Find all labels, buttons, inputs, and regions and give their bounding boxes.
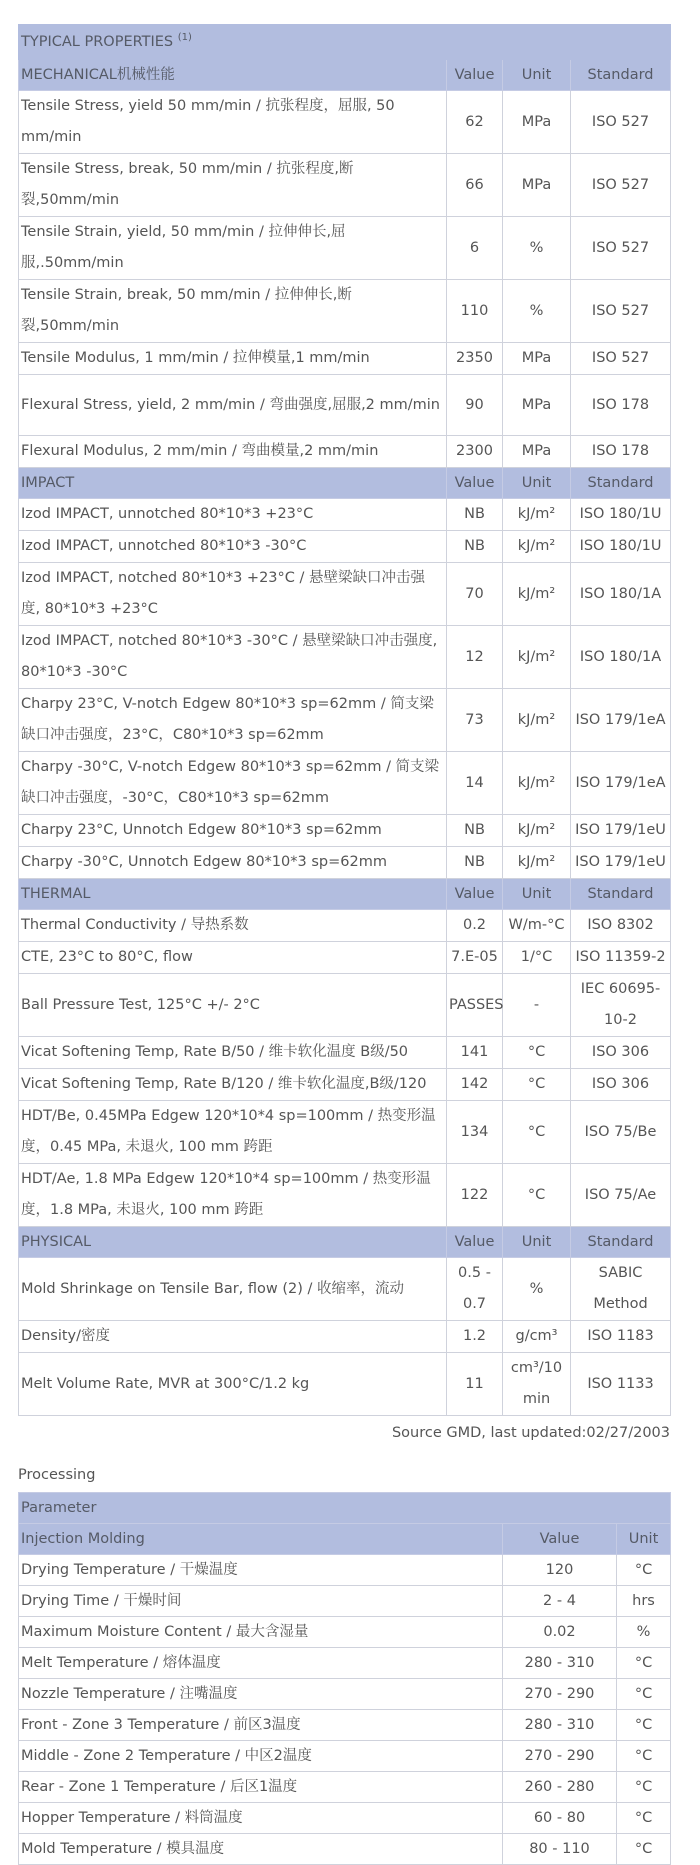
property-value: NB <box>447 531 503 563</box>
property-value: 141 <box>447 1037 503 1069</box>
property-row <box>19 343 671 375</box>
property-unit: °C <box>503 1101 571 1164</box>
property-unit: °C <box>503 1069 571 1101</box>
property-unit: 1/°C <box>503 942 571 974</box>
property-row <box>19 154 671 217</box>
properties-title-footnote: (1) <box>177 32 192 44</box>
processing-value: 0.02 <box>503 1617 617 1648</box>
property-unit: kJ/m² <box>503 626 571 689</box>
property-unit: g/cm³ <box>503 1321 571 1353</box>
processing-row <box>19 1586 671 1617</box>
section-name: IMPACT <box>19 468 447 499</box>
property-unit: MPa <box>503 343 571 375</box>
property-standard: ISO 179/1eU <box>571 847 671 879</box>
processing-param: Hopper Temperature / 料筒温度 <box>19 1803 503 1834</box>
property-name: Izod IMPACT, unnotched 80*10*3 +23°C <box>19 499 447 531</box>
processing-row <box>19 1803 671 1834</box>
processing-param: Front - Zone 3 Temperature / 前区3温度 <box>19 1710 503 1741</box>
section-header-row <box>19 468 671 499</box>
property-standard: ISO 527 <box>571 91 671 154</box>
col-unit: Unit <box>503 468 571 499</box>
property-row <box>19 531 671 563</box>
property-unit: kJ/m² <box>503 752 571 815</box>
processing-section-name: Injection Molding <box>19 1524 503 1555</box>
processing-row <box>19 1679 671 1710</box>
property-row <box>19 280 671 343</box>
property-row <box>19 942 671 974</box>
property-row <box>19 499 671 531</box>
processing-table <box>18 1492 671 1865</box>
property-value: 73 <box>447 689 503 752</box>
processing-row <box>19 1834 671 1865</box>
property-name: Charpy 23°C, Unnotch Edgew 80*10*3 sp=62mm <box>19 815 447 847</box>
property-name: Tensile Modulus, 1 mm/min / 拉伸模量,1 mm/min <box>19 343 447 375</box>
property-row <box>19 1164 671 1227</box>
col-standard: Standard <box>571 468 671 499</box>
property-name: Flexural Modulus, 2 mm/min / 弯曲模量,2 mm/min <box>19 436 447 468</box>
property-name: Charpy -30°C, V-notch Edgew 80*10*3 sp=62mm / 简支梁缺口冲击强度，-30°C，C80*10*3 sp=62mm <box>19 752 447 815</box>
col-unit: Unit <box>503 879 571 910</box>
property-value: 110 <box>447 280 503 343</box>
processing-param: Drying Temperature / 干燥温度 <box>19 1555 503 1586</box>
property-value: NB <box>447 815 503 847</box>
property-standard: SABIC Method <box>571 1258 671 1321</box>
processing-value: 60 - 80 <box>503 1803 617 1834</box>
property-name: Vicat Softening Temp, Rate B/120 / 维卡软化温度,B级/120 <box>19 1069 447 1101</box>
property-value: 62 <box>447 91 503 154</box>
property-standard: ISO 180/1U <box>571 499 671 531</box>
section-header-row <box>19 1227 671 1258</box>
property-value: 6 <box>447 217 503 280</box>
property-unit: - <box>503 974 571 1037</box>
processing-unit: °C <box>617 1741 671 1772</box>
property-name: Tensile Stress, break, 50 mm/min / 抗张程度,断裂,50mm/min <box>19 154 447 217</box>
source-note: Source GMD, last updated:02/27/2003 <box>391 1425 670 1441</box>
col-value: Value <box>447 1227 503 1258</box>
property-value: 2350 <box>447 343 503 375</box>
property-row <box>19 563 671 626</box>
property-row <box>19 1353 671 1416</box>
processing-unit: °C <box>617 1803 671 1834</box>
property-standard: ISO 179/1eA <box>571 689 671 752</box>
property-name: Mold Shrinkage on Tensile Bar, flow (2) / 收缩率，流动 <box>19 1258 447 1321</box>
property-row <box>19 752 671 815</box>
property-standard: ISO 1133 <box>571 1353 671 1416</box>
processing-unit: °C <box>617 1555 671 1586</box>
property-value: 2300 <box>447 436 503 468</box>
col-standard: Standard <box>571 1227 671 1258</box>
processing-unit: hrs <box>617 1586 671 1617</box>
processing-unit: °C <box>617 1648 671 1679</box>
processing-param: Melt Temperature / 熔体温度 <box>19 1648 503 1679</box>
processing-value: 80 - 110 <box>503 1834 617 1865</box>
property-standard: ISO 527 <box>571 280 671 343</box>
property-row <box>19 689 671 752</box>
processing-row <box>19 1555 671 1586</box>
processing-col-value: Value <box>503 1524 617 1555</box>
property-name: Density/密度 <box>19 1321 447 1353</box>
property-row <box>19 910 671 942</box>
col-standard: Standard <box>571 60 671 91</box>
property-value: 12 <box>447 626 503 689</box>
property-unit: °C <box>503 1164 571 1227</box>
property-row <box>19 1321 671 1353</box>
col-value: Value <box>447 879 503 910</box>
section-name: THERMAL <box>19 879 447 910</box>
property-name: Tensile Stress, yield 50 mm/min / 抗张程度，屈服, 50 mm/min <box>19 91 447 154</box>
property-standard: ISO 306 <box>571 1037 671 1069</box>
processing-param: Rear - Zone 1 Temperature / 后区1温度 <box>19 1772 503 1803</box>
property-row <box>19 436 671 468</box>
property-name: Vicat Softening Temp, Rate B/50 / 维卡软化温度 B级/50 <box>19 1037 447 1069</box>
property-unit: kJ/m² <box>503 689 571 752</box>
property-value: 0.2 <box>447 910 503 942</box>
property-standard: ISO 180/1A <box>571 626 671 689</box>
property-standard: ISO 11359-2 <box>571 942 671 974</box>
processing-unit: °C <box>617 1679 671 1710</box>
property-name: Thermal Conductivity / 导热系数 <box>19 910 447 942</box>
section-header-row <box>19 60 671 91</box>
property-value: 7.E-05 <box>447 942 503 974</box>
processing-header: Parameter <box>19 1493 671 1524</box>
property-unit: MPa <box>503 91 571 154</box>
properties-title <box>19 25 671 60</box>
property-standard: ISO 8302 <box>571 910 671 942</box>
processing-param: Maximum Moisture Content / 最大含湿量 <box>19 1617 503 1648</box>
property-value: 14 <box>447 752 503 815</box>
properties-title-row <box>19 25 671 60</box>
processing-col-unit: Unit <box>617 1524 671 1555</box>
property-standard: ISO 527 <box>571 154 671 217</box>
property-standard: ISO 527 <box>571 343 671 375</box>
processing-header-row <box>19 1493 671 1524</box>
property-name: CTE, 23°C to 80°C, flow <box>19 942 447 974</box>
property-name: HDT/Ae, 1.8 MPa Edgew 120*10*4 sp=100mm / 热变形温度，1.8 MPa, 未退火, 100 mm 跨距 <box>19 1164 447 1227</box>
property-name: Charpy 23°C, V-notch Edgew 80*10*3 sp=62mm / 简支梁缺口冲击强度，23°C，C80*10*3 sp=62mm <box>19 689 447 752</box>
property-name: Izod IMPACT, notched 80*10*3 +23°C / 悬壁梁缺口冲击强度, 80*10*3 +23°C <box>19 563 447 626</box>
property-name: Tensile Strain, break, 50 mm/min / 拉伸伸长,断裂,50mm/min <box>19 280 447 343</box>
property-row <box>19 1258 671 1321</box>
col-value: Value <box>447 60 503 91</box>
property-name: Tensile Strain, yield, 50 mm/min / 拉伸伸长,屈服,.50mm/min <box>19 217 447 280</box>
property-name: HDT/Be, 0.45MPa Edgew 120*10*4 sp=100mm / 热变形温度，0.45 MPa, 未退火, 100 mm 跨距 <box>19 1101 447 1164</box>
processing-row <box>19 1741 671 1772</box>
property-standard: ISO 1183 <box>571 1321 671 1353</box>
col-standard: Standard <box>571 879 671 910</box>
processing-section-row <box>19 1524 671 1555</box>
property-name: Melt Volume Rate, MVR at 300°C/1.2 kg <box>19 1353 447 1416</box>
property-standard: ISO 179/1eA <box>571 752 671 815</box>
property-standard: ISO 178 <box>571 436 671 468</box>
property-unit: kJ/m² <box>503 847 571 879</box>
property-value: NB <box>447 499 503 531</box>
property-row <box>19 217 671 280</box>
property-unit: MPa <box>503 375 571 436</box>
processing-param: Nozzle Temperature / 注嘴温度 <box>19 1679 503 1710</box>
property-value: NB <box>447 847 503 879</box>
property-unit: W/m-°C <box>503 910 571 942</box>
property-standard: ISO 75/Be <box>571 1101 671 1164</box>
section-name: PHYSICAL <box>19 1227 447 1258</box>
property-unit: kJ/m² <box>503 563 571 626</box>
processing-row <box>19 1648 671 1679</box>
property-name: Izod IMPACT, unnotched 80*10*3 -30°C <box>19 531 447 563</box>
property-unit: MPa <box>503 436 571 468</box>
processing-value: 270 - 290 <box>503 1679 617 1710</box>
property-value: 1.2 <box>447 1321 503 1353</box>
datasheet <box>18 24 670 1865</box>
property-unit: cm³/10 min <box>503 1353 571 1416</box>
property-value: 11 <box>447 1353 503 1416</box>
property-standard: ISO 180/1A <box>571 563 671 626</box>
property-value: 142 <box>447 1069 503 1101</box>
property-row <box>19 1101 671 1164</box>
property-row <box>19 1037 671 1069</box>
property-row <box>19 815 671 847</box>
property-name: Izod IMPACT, notched 80*10*3 -30°C / 悬壁梁缺口冲击强度, 80*10*3 -30°C <box>19 626 447 689</box>
section-header-row <box>19 879 671 910</box>
property-standard: ISO 178 <box>571 375 671 436</box>
processing-value: 260 - 280 <box>503 1772 617 1803</box>
property-standard: ISO 306 <box>571 1069 671 1101</box>
property-row <box>19 847 671 879</box>
property-name: Ball Pressure Test, 125°C +/- 2°C <box>19 974 447 1037</box>
property-value: 90 <box>447 375 503 436</box>
property-unit: MPa <box>503 154 571 217</box>
property-standard: ISO 527 <box>571 217 671 280</box>
property-standard: IEC 60695-10-2 <box>571 974 671 1037</box>
section-name: MECHANICAL机械性能 <box>19 60 447 91</box>
property-row <box>19 375 671 436</box>
property-name: Charpy -30°C, Unnotch Edgew 80*10*3 sp=62mm <box>19 847 447 879</box>
processing-value: 270 - 290 <box>503 1741 617 1772</box>
property-unit: kJ/m² <box>503 815 571 847</box>
property-row <box>19 626 671 689</box>
processing-param: Middle - Zone 2 Temperature / 中区2温度 <box>19 1741 503 1772</box>
processing-row <box>19 1710 671 1741</box>
processing-row <box>19 1772 671 1803</box>
property-row <box>19 91 671 154</box>
property-standard: ISO 75/Ae <box>571 1164 671 1227</box>
properties-title-text: TYPICAL PROPERTIES <box>21 34 174 50</box>
property-value: PASSES <box>447 974 503 1037</box>
property-unit: % <box>503 280 571 343</box>
processing-unit: % <box>617 1617 671 1648</box>
property-standard: ISO 180/1U <box>571 531 671 563</box>
property-unit: °C <box>503 1037 571 1069</box>
property-unit: % <box>503 217 571 280</box>
col-unit: Unit <box>503 1227 571 1258</box>
property-value: 66 <box>447 154 503 217</box>
property-value: 0.5 - 0.7 <box>447 1258 503 1321</box>
processing-unit: °C <box>617 1772 671 1803</box>
property-name: Flexural Stress, yield, 2 mm/min / 弯曲强度,屈服,2 mm/min <box>19 375 447 436</box>
processing-row <box>19 1617 671 1648</box>
processing-label: Processing <box>18 1467 96 1483</box>
property-unit: kJ/m² <box>503 499 571 531</box>
processing-value: 280 - 310 <box>503 1710 617 1741</box>
property-value: 70 <box>447 563 503 626</box>
processing-value: 2 - 4 <box>503 1586 617 1617</box>
property-unit: kJ/m² <box>503 531 571 563</box>
processing-unit: °C <box>617 1834 671 1865</box>
processing-value: 120 <box>503 1555 617 1586</box>
property-row <box>19 1069 671 1101</box>
property-value: 122 <box>447 1164 503 1227</box>
processing-param: Mold Temperature / 模具温度 <box>19 1834 503 1865</box>
processing-unit: °C <box>617 1710 671 1741</box>
col-unit: Unit <box>503 60 571 91</box>
col-value: Value <box>447 468 503 499</box>
property-unit: % <box>503 1258 571 1321</box>
property-standard: ISO 179/1eU <box>571 815 671 847</box>
property-row <box>19 974 671 1037</box>
property-value: 134 <box>447 1101 503 1164</box>
processing-param: Drying Time / 干燥时间 <box>19 1586 503 1617</box>
processing-value: 280 - 310 <box>503 1648 617 1679</box>
properties-table <box>18 24 671 1416</box>
